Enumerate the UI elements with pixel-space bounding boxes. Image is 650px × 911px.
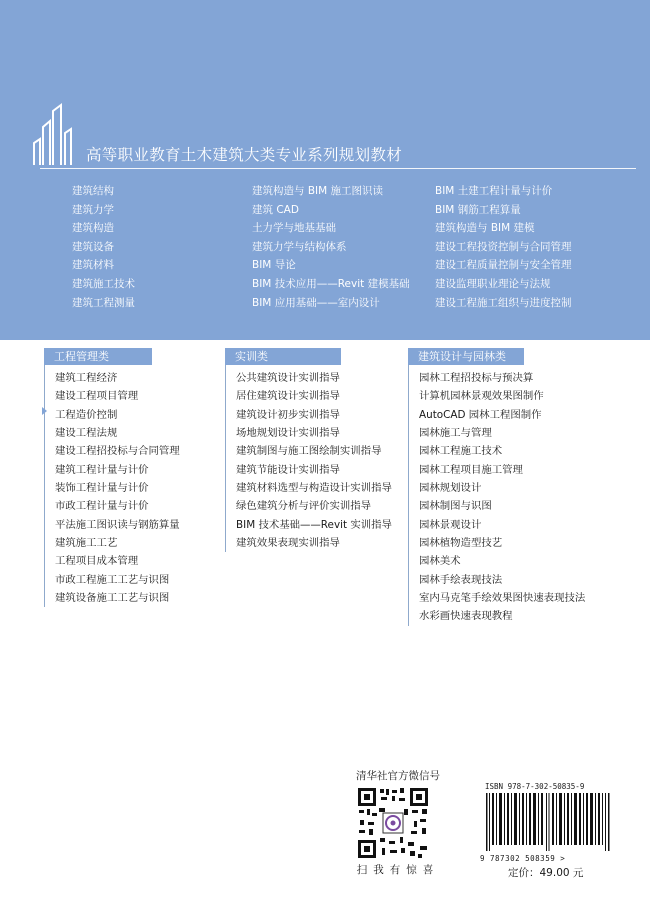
title-divider [40,168,636,169]
top-book-item: BIM 钢筋工程算量 [435,203,521,216]
top-book-column-1 [72,182,135,312]
book-item: 室内马克笔手绘效果图快速表现技法 [419,592,586,605]
top-book-item: 建设工程施工组织与进度控制 [435,296,572,309]
book-item: 建筑施工工艺 [55,537,118,550]
top-book-item: BIM 导论 [252,259,296,272]
arrow-marker-icon [42,407,47,415]
book-item: 公共建筑设计实训指导 [236,372,340,384]
top-book-item: BIM 技术应用——Revit 建模基础 [252,277,410,290]
top-book-item: 建筑构造与 BIM 施工图识读 [252,185,384,197]
book-item: 场地规划设计实训指导 [236,427,340,440]
top-book-item: 建筑设备 [72,240,114,253]
top-book-column-3 [435,182,572,312]
book-item: 园林工程项目施工管理 [419,463,523,476]
book-item: 水彩画快速表现教程 [419,610,513,623]
category-header: 实训类 [225,348,341,365]
barcode-icon [486,793,610,851]
book-item: 建筑节能设计实训指导 [236,463,340,476]
book-item: 园林工程施工技术 [419,445,503,458]
top-book-column-2 [252,182,410,312]
book-item: 建设工程招投标与合同管理 [55,445,180,458]
book-item: 建筑工程计量与计价 [55,463,149,476]
building-logo-icon [30,103,86,169]
top-book-item: 建筑力学与结构体系 [252,240,347,253]
book-item: 绿色建筑分析与评价实训指导 [236,500,372,513]
book-item: 园林规划设计 [419,482,482,495]
book-item: 建筑工程经济 [55,372,118,384]
qr-title: 清华社官方微信号 [356,770,440,782]
book-item: 工程造价控制 [55,408,118,421]
series-title: 高等职业教育土木建筑大类专业系列规划教材 [86,146,403,164]
top-book-item: 建设工程投资控制与合同管理 [435,240,572,253]
book-item: 建筑设计初步实训指导 [236,408,340,421]
qr-code-icon [356,786,430,860]
top-book-item: BIM 应用基础——室内设计 [252,296,380,309]
book-item: 建筑设备施工工艺与识图 [55,592,170,605]
category-architecture-landscape [408,348,586,626]
category-list [44,365,180,607]
book-item: AutoCAD 园林工程图制作 [419,408,542,421]
category-list [225,365,392,552]
category-engineering-management [44,348,180,607]
book-item: 园林景观设计 [419,518,482,531]
category-header: 建筑设计与园林类 [408,348,524,365]
top-book-item: 建筑结构 [72,185,114,197]
top-book-item: 建设监理职业理论与法规 [435,277,551,290]
top-book-item: 建筑力学 [72,203,114,216]
category-header: 工程管理类 [44,348,152,365]
book-item: 工程项目成本管理 [55,555,139,568]
top-book-item: 建筑材料 [72,259,114,272]
book-item: 建筑材料选型与构造设计实训指导 [236,482,392,495]
book-item: 装饰工程计量与计价 [55,482,149,495]
barcode-digits: 9 787302 508359 > [480,854,566,863]
book-item: 平法施工图识读与钢筋算量 [55,518,180,531]
category-list [408,365,586,626]
book-item: 市政工程计量与计价 [55,500,149,513]
isbn-text: ISBN 978-7-302-50835-9 [485,782,585,791]
top-book-item: 建筑工程测量 [72,296,135,309]
book-item: 市政工程施工工艺与识图 [55,573,170,586]
top-book-item: 建筑构造 [72,222,114,235]
book-item: 园林植物造型技艺 [419,537,503,550]
book-item: 园林美术 [419,555,461,568]
book-item: 建设工程法规 [55,427,118,440]
book-item: 建筑效果表现实训指导 [236,537,340,550]
book-item: 计算机园林景观效果图制作 [419,390,544,403]
top-book-item: 建设工程质量控制与安全管理 [435,259,572,272]
book-item: 园林工程招投标与预决算 [419,372,534,384]
book-item: BIM 技术基础——Revit 实训指导 [236,518,392,531]
qr-caption: 扫我有惊喜 [356,864,440,876]
book-item: 园林手绘表现技法 [419,573,503,586]
category-training [225,348,392,552]
top-book-item: 土力学与地基基础 [252,222,336,235]
top-book-item: 建筑施工技术 [72,277,135,290]
top-book-item: 建筑 CAD [252,203,299,216]
top-book-item: BIM 土建工程计量与计价 [435,185,553,197]
book-item: 园林制图与识图 [419,500,492,513]
book-item: 建设工程项目管理 [55,390,139,403]
book-item: 园林施工与管理 [419,427,492,440]
top-book-item: 建筑构造与 BIM 建模 [435,222,535,235]
price-label: 定价：49.00 元 [508,867,584,879]
book-item: 建筑制图与施工图绘制实训指导 [236,445,382,458]
book-item: 居住建筑设计实训指导 [236,390,340,403]
